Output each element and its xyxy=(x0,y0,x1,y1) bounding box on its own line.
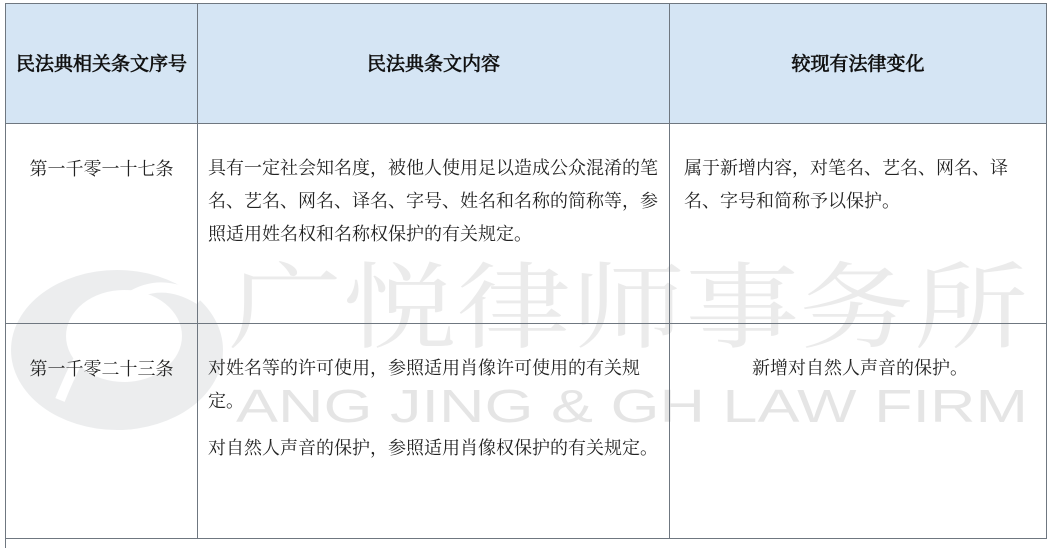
header-row xyxy=(6,4,1047,124)
article-content-paragraph: 对自然人声音的保护，参照适用肖像权保护的有关规定。 xyxy=(208,438,658,459)
article-content-paragraph: 具有一定社会知名度，被他人使用足以造成公众混淆的笔名、艺名、网名、译名、字号、姓名和名称的简称等，参照适用姓名权和名称权保护的有关规定。 xyxy=(208,158,658,245)
change-cell: 新增对自然人声音的保护。 xyxy=(670,324,1047,539)
header-change: 较现有法律变化 xyxy=(670,4,1047,124)
watermark-name: 广悦律师事务所 xyxy=(228,254,1028,363)
watermark-english: ANG JING & GH LAW FIRM xyxy=(236,380,1028,432)
table-row xyxy=(6,324,1047,539)
change-cell: 属于新增内容，对笔名、艺名、网名、译名、字号和简称予以保护。 xyxy=(670,124,1047,324)
table-edge-mark xyxy=(5,539,6,548)
article-content-cell xyxy=(198,324,670,539)
table-row xyxy=(6,124,1047,324)
article-number-cell: 第一千零二十三条 xyxy=(6,324,198,539)
article-content-cell xyxy=(198,124,670,324)
article-content-paragraph: 对姓名等的许可使用，参照适用肖像许可使用的有关规定。 xyxy=(208,358,640,412)
law-comparison-table xyxy=(5,3,1047,539)
article-number-cell: 第一千零一十七条 xyxy=(6,124,198,324)
header-article-number: 民法典相关条文序号 xyxy=(6,4,198,124)
header-article-content: 民法典条文内容 xyxy=(198,4,670,124)
